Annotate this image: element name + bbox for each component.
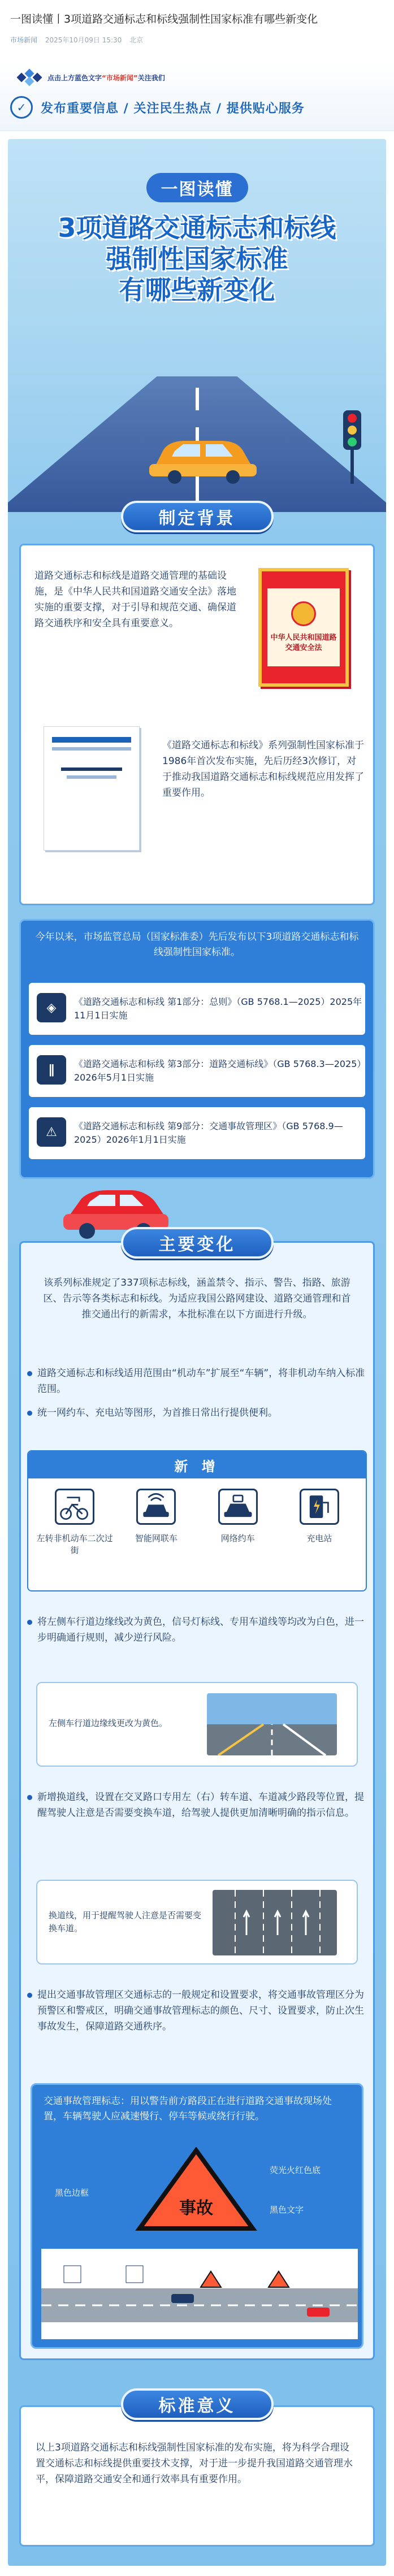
follow-prompt[interactable] (17, 69, 165, 86)
demo-caption-1: 左侧车行道边缘线更改为黄色。 (49, 1718, 168, 1728)
standard-item-text: 《道路交通标志和标线 第3部分：道路交通标线》（GB 5768.3—2025）2026年5月1日实施 (74, 1059, 362, 1083)
new-items-heading: 新 增 (28, 1451, 366, 1478)
label-text-color: 黑色文字 (270, 2205, 304, 2215)
standards-box (19, 919, 375, 1179)
law-book-icon (258, 568, 349, 687)
change-bullet-3: 将左侧车行道边缘线改为黄色，信号灯标线、专用车道线等均改为白色，进一步明确通行规则，减少逆行风险。 (27, 1614, 367, 1646)
change-bullet-1: 道路交通标志和标线适用范围由“机动车”扩展至“车辆”，将非机动车纳入标准范围。 (27, 1365, 367, 1397)
standard-item (29, 983, 365, 1035)
slogan-suffix: 关注我们 (137, 73, 165, 82)
road-demo-image (207, 1693, 337, 1755)
hero-line-2: 强制性国家标准 (106, 244, 288, 275)
new-item (280, 1489, 359, 1556)
standard-document-icon (44, 726, 140, 851)
traffic-light-icon (341, 410, 363, 484)
article-meta (10, 35, 384, 45)
significance-panel (19, 2405, 375, 2547)
article-header (0, 0, 394, 63)
law-book-title: 中华人民共和国道路交通安全法 (270, 633, 337, 652)
hero-line-3: 有哪些新变化 (119, 275, 275, 306)
smart-car-icon (136, 1489, 176, 1525)
section-heading-background: 制定背景 (121, 501, 274, 532)
standard-item-text: 《道路交通标志和标线 第1部分：总则》（GB 5768.1—2025）2025年11月1日实施 (74, 996, 362, 1021)
lane-change-line-demo (36, 1880, 358, 1964)
car-crash-icon: ⚠ (37, 1117, 66, 1147)
new-items-panel (27, 1450, 367, 1591)
road-icon: ∥ (37, 1055, 66, 1085)
checklist-icon: ✓ (10, 96, 33, 119)
traffic-sign-icon: ◈ (37, 993, 66, 1022)
demo-caption-2: 换道线，用于提醒驾驶人注意是否需要变换车道。 (49, 1910, 202, 1933)
new-item-label: 左转非机动车二次过街 (36, 1533, 113, 1555)
hero-title (8, 173, 386, 306)
background-panel (19, 544, 375, 905)
new-item-label: 网络约车 (220, 1533, 255, 1543)
hero-section (8, 139, 386, 512)
new-item (35, 1489, 114, 1556)
accident-sign-box (31, 2083, 363, 2349)
background-paragraph-2: 《道路交通标志和标线》系列强制性国家标准于1986年首次发布实施，先后历经3次修订，对于推动我国道路交通标志和标线规范应用发挥了重要作用。 (162, 740, 364, 799)
slogan-prefix: 点击上方蓝色文字 (47, 73, 102, 82)
tagline-row (10, 93, 384, 122)
tagline-text: 发布重要信息 / 关注民生热点 / 提供贴心服务 (41, 101, 305, 116)
change-bullet-2: 统一网约车、充电站等图形，为首推日常出行提供便利。 (27, 1405, 367, 1421)
lane-demo-image (213, 1890, 337, 1955)
significance-paragraph: 以上3项道路交通标志和标线强制性国家标准的发布实施，将为科学合理设置交通标志和标线提供重要技术支撑，对于进一步提升我国道路交通管理水平，保障道路交通安全和通行效率具有重要作用。 (36, 2442, 353, 2486)
background-paragraph-1: 道路交通标志和标线是道路交通管理的基础设施，是《中华人民共和国道路交通安全法》落地实施的重要支撑，对于引导和规范交通、确保道路交通秩序和安全具有重要意义。 (34, 570, 236, 630)
article-title: 一图读懂丨3项道路交通标志和标线强制性国家标准有哪些新变化 (10, 13, 318, 25)
new-item-label: 充电站 (306, 1533, 332, 1543)
account-logo-icon (17, 69, 42, 86)
accident-warning-sign (134, 2147, 258, 2232)
accident-sign-text: 事故 (179, 2198, 213, 2218)
label-border: 黑色边框 (55, 2188, 89, 2198)
new-item (116, 1489, 196, 1556)
standard-item (29, 1107, 365, 1159)
hero-line-1: 3项道路交通标志和标线 (58, 213, 336, 243)
hero-badge: 一图读懂 (146, 173, 248, 202)
yellow-edge-line-demo (36, 1682, 358, 1767)
change-bullet-4: 新增换道线，设置在交叉路口专用左（右）转车道、车道减少路段等位置，提醒驾驶人注意是否需要变换车道，给驾驶人提供更加清晰明确的指示信息。 (27, 1789, 367, 1821)
section-heading-significance: 标准意义 (121, 2388, 274, 2420)
standards-intro: 今年以来，市场监管总局（国家标准委）先后发布以下3项道路交通标志和标线强制性国家标准。 (35, 931, 359, 959)
account-banner (0, 63, 394, 131)
changes-intro: 该系列标准规定了337项标志标线，涵盖禁令、指示、警告、指路、旅游区、告示等各类标志和标线。为适应我国公路网建设、道路交通管理和首推交通出行的新需求，本批标准在以下方面进行升级。 (43, 1277, 351, 1321)
slogan-account: “市场新闻” (102, 73, 138, 82)
section-heading-changes: 主要变化 (121, 1227, 274, 1259)
bicycle-turn-icon (55, 1489, 94, 1525)
article-date: 2025年10月09日 15:30 (45, 36, 122, 44)
infographic-poster (8, 139, 386, 2566)
accident-zone-diagram (41, 2249, 358, 2339)
change-bullet-5: 提出交通事故管理区交通标志的一般规定和设置要求，将交通事故管理区分为预警区和警戒区，明确交通事故管理标志的颜色、尺寸、设置要求，防止次生事故发生，保障道路交通秩序。 (27, 1987, 367, 2035)
accident-intro: 交通事故管理标志：用以警告前方路段正在进行道路交通事故现场处置，车辆驾驶人应减速慢行、停车等候或绕行行驶。 (44, 2096, 332, 2123)
car-icon (144, 433, 262, 484)
standard-item-text: 《道路交通标志和标线 第9部分：交通事故管理区》（GB 5768.9—2025）2026年1月1日实施 (74, 1121, 343, 1145)
national-emblem-icon (291, 601, 316, 626)
article-source-link[interactable]: 市场新闻 (10, 36, 38, 44)
ride-hailing-icon (218, 1489, 258, 1525)
follow-slogan (47, 73, 165, 83)
label-background: 荧光火红色底 (270, 2165, 321, 2175)
new-item-label: 智能网联车 (135, 1533, 177, 1543)
article-city: 北京 (129, 36, 144, 44)
new-item (198, 1489, 278, 1556)
standard-item (29, 1045, 365, 1097)
charging-station-icon (300, 1489, 339, 1525)
